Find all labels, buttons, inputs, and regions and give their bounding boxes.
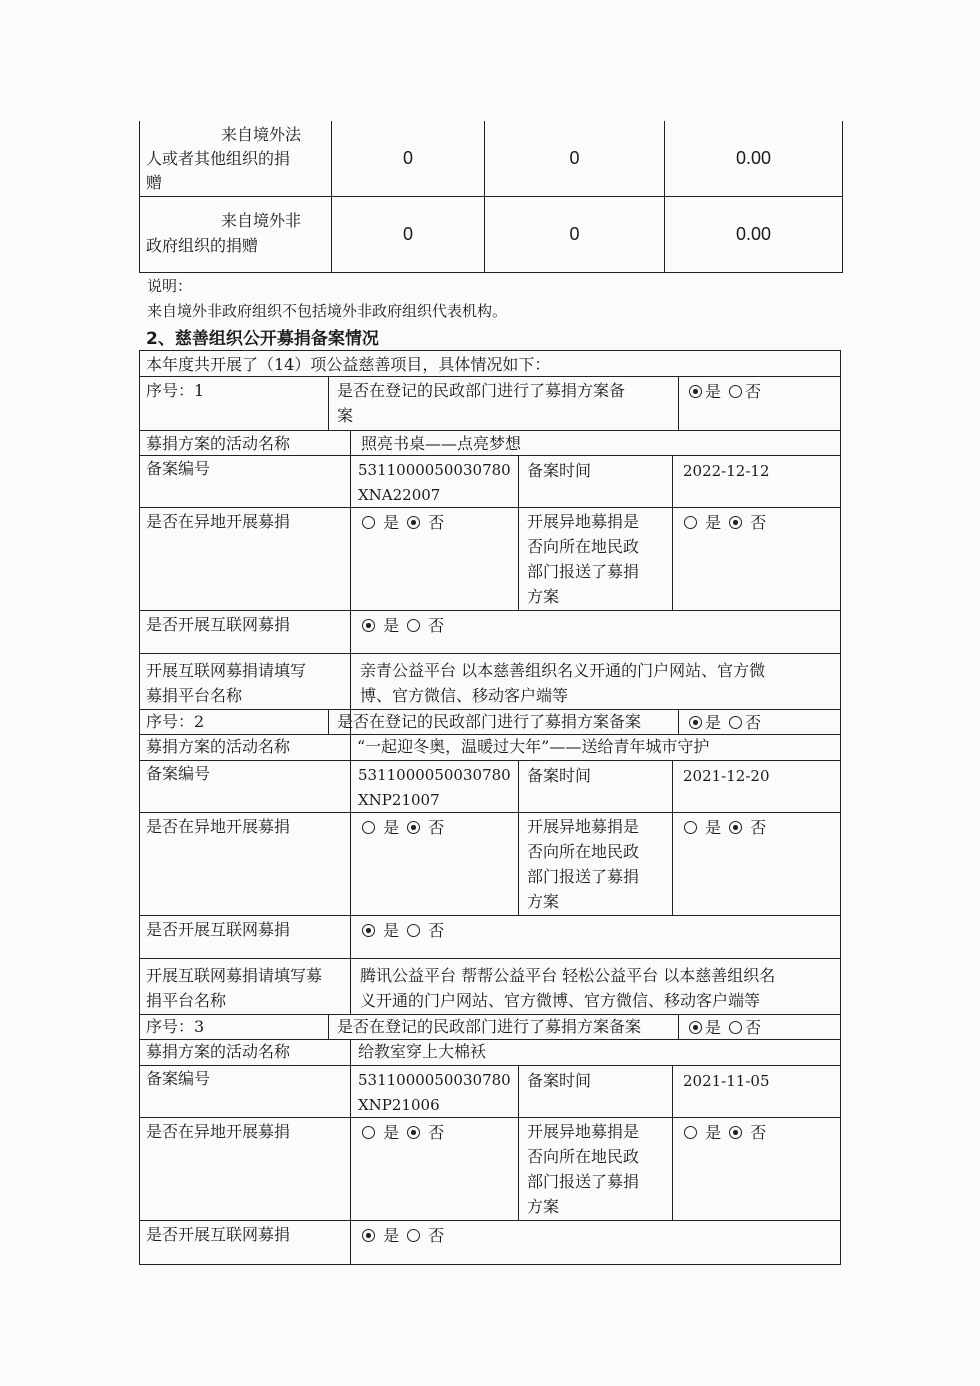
radio-selected-icon[interactable]: [729, 821, 742, 834]
radio-label: 是: [383, 1226, 400, 1245]
offsite-report-label: 否向所在地民政: [527, 1147, 640, 1166]
radio-selected-icon[interactable]: [689, 1021, 702, 1034]
radio-label: 是: [383, 818, 400, 837]
internet-radio-group: [359, 1223, 444, 1248]
offsite-report-label: 开展异地募捐是: [527, 1122, 640, 1141]
platform-label: 捐平台名称: [146, 991, 227, 1010]
radio-selected-icon[interactable]: [407, 821, 420, 834]
radio-unselected-icon[interactable]: [729, 385, 742, 398]
cell-value: 0.00: [735, 224, 772, 244]
radio-selected-icon[interactable]: [729, 1126, 742, 1139]
platform-value: 腾讯公益平台 帮帮公益平台 轻松公益平台 以本慈善组织名: [360, 966, 776, 985]
offsite-report-label: 部门报送了募捐: [527, 562, 640, 581]
offsite-report-label: 否向所在地民政: [527, 842, 640, 861]
radio-label: 否: [428, 513, 445, 532]
offsite-label: 是否在异地开展募捐: [146, 817, 291, 836]
radio-label: 否: [428, 921, 445, 940]
cell-value: 0: [569, 148, 580, 168]
record-time: 2022-12-12: [683, 462, 770, 480]
record-no: XNA22007: [358, 486, 441, 504]
radio-selected-icon[interactable]: [689, 716, 702, 729]
radio-label: 否: [745, 1018, 762, 1037]
offsite-report-label: 开展异地募捐是: [527, 512, 640, 531]
radio-label: 是: [705, 382, 722, 401]
offsite-report-label: 方案: [527, 1197, 560, 1216]
offsite-report-label: 方案: [527, 587, 560, 606]
offsite-report-label: 否向所在地民政: [527, 537, 640, 556]
radio-selected-icon[interactable]: [407, 516, 420, 529]
internet-label: 是否开展互联网募捐: [146, 1225, 291, 1244]
offsite-report-label: 部门报送了募捐: [527, 1172, 640, 1191]
offsite-report-label: 方案: [527, 892, 560, 911]
cell-value: 0: [402, 224, 413, 244]
cell-value: 0: [569, 224, 580, 244]
filed-question: 案: [337, 406, 354, 425]
note-text: 来自境外非政府组织不包括境外非政府组织代表机构。: [147, 302, 508, 320]
record-time-label: 备案时间: [527, 461, 592, 480]
cell-value: 0: [402, 148, 413, 168]
offsite-label: 是否在异地开展募捐: [146, 512, 291, 531]
filed-question: 是否在登记的民政部门进行了募捐方案备: [337, 381, 626, 400]
record-no: 5311000050030780: [358, 1071, 511, 1089]
radio-label: 否: [428, 818, 445, 837]
cell-value: 0.00: [735, 148, 772, 168]
offsite-radio-group: [359, 510, 444, 535]
radio-unselected-icon[interactable]: [362, 1126, 375, 1139]
radio-label: 是: [383, 1123, 400, 1142]
activity-name: 照亮书桌——点亮梦想: [361, 434, 522, 453]
radio-label: 是: [383, 513, 400, 532]
activity-label: 募捐方案的活动名称: [146, 1042, 291, 1061]
offsite-report-radio-group: [681, 1120, 766, 1145]
filed-radio-group: [686, 1015, 761, 1040]
record-time: 2021-12-20: [683, 767, 770, 785]
radio-label: 否: [428, 1226, 445, 1245]
record-time-label: 备案时间: [527, 1071, 592, 1090]
radio-selected-icon[interactable]: [362, 924, 375, 937]
radio-unselected-icon[interactable]: [407, 1229, 420, 1242]
radio-label: 是: [383, 616, 400, 635]
radio-unselected-icon[interactable]: [729, 1021, 742, 1034]
offsite-report-label: 开展异地募捐是: [527, 817, 640, 836]
record-no-label: 备案编号: [146, 764, 211, 783]
radio-label: 是: [705, 713, 722, 732]
radio-unselected-icon[interactable]: [684, 1126, 697, 1139]
radio-unselected-icon[interactable]: [407, 619, 420, 632]
seq-label: 序号：1: [146, 381, 205, 400]
radio-label: 否: [428, 616, 445, 635]
record-no: 5311000050030780: [358, 766, 511, 784]
record-no: 5311000050030780: [358, 461, 511, 479]
row-label-line: 来自境外法: [221, 125, 302, 144]
offsite-radio-group: [359, 815, 444, 840]
section-title: 2、慈善组织公开募捐备案情况: [146, 329, 379, 349]
radio-unselected-icon[interactable]: [362, 821, 375, 834]
internet-label: 是否开展互联网募捐: [146, 615, 291, 634]
platform-value: 义开通的门户网站、官方微博、官方微信、移动客户端等: [360, 991, 761, 1010]
radio-label: 是: [383, 921, 400, 940]
platform-label: 开展互联网募捐请填写募: [146, 966, 323, 985]
platform-label: 开展互联网募捐请填写: [146, 661, 307, 680]
platform-value: 博、官方微信、移动客户端等: [360, 686, 569, 705]
seq-label: 序号：2: [146, 712, 205, 731]
record-time-label: 备案时间: [527, 766, 592, 785]
radio-label: 否: [745, 713, 762, 732]
note-title: 说明：: [147, 277, 193, 295]
activity-label: 募捐方案的活动名称: [146, 737, 291, 756]
radio-selected-icon[interactable]: [407, 1126, 420, 1139]
platform-label: 募捐平台名称: [146, 686, 243, 705]
radio-unselected-icon[interactable]: [684, 821, 697, 834]
radio-selected-icon[interactable]: [689, 385, 702, 398]
radio-unselected-icon[interactable]: [362, 516, 375, 529]
radio-label: 否: [750, 818, 767, 837]
record-no-label: 备案编号: [146, 1069, 211, 1088]
radio-selected-icon[interactable]: [729, 516, 742, 529]
filed-radio-group: [686, 379, 761, 404]
offsite-report-label: 部门报送了募捐: [527, 867, 640, 886]
record-no-label: 备案编号: [146, 459, 211, 478]
record-no: XNP21007: [358, 791, 440, 809]
row-label-line: 赠: [146, 173, 163, 192]
radio-label: 是: [705, 1123, 722, 1142]
platform-value: 亲青公益平台 以本慈善组织名义开通的门户网站、官方微: [360, 661, 766, 680]
row-label-line: 人或者其他组织的捐: [146, 149, 291, 168]
internet-radio-group: [359, 613, 444, 638]
radio-label: 否: [750, 1123, 767, 1142]
radio-label: 是: [705, 513, 722, 532]
record-no: XNP21006: [358, 1096, 440, 1114]
filed-question: 是否在登记的民政部门进行了募捐方案备案: [337, 712, 642, 731]
radio-selected-icon[interactable]: [362, 1229, 375, 1242]
offsite-report-radio-group: [681, 815, 766, 840]
radio-label: 否: [750, 513, 767, 532]
internet-label: 是否开展互联网募捐: [146, 920, 291, 939]
radio-label: 是: [705, 1018, 722, 1037]
radio-label: 否: [745, 382, 762, 401]
activity-name: “一起迎冬奥，温暖过大年”——送给青年城市守护: [357, 737, 710, 756]
activity-label: 募捐方案的活动名称: [146, 434, 291, 453]
radio-selected-icon[interactable]: [362, 619, 375, 632]
radio-unselected-icon[interactable]: [729, 716, 742, 729]
filed-question: 是否在登记的民政部门进行了募捐方案备案: [337, 1017, 642, 1036]
radio-label: 否: [428, 1123, 445, 1142]
summary-text: 本年度共开展了（14）项公益慈善项目，具体情况如下：: [146, 355, 551, 374]
offsite-label: 是否在异地开展募捐: [146, 1122, 291, 1141]
row-label-line: 政府组织的捐赠: [146, 236, 259, 255]
internet-radio-group: [359, 918, 444, 943]
radio-unselected-icon[interactable]: [684, 516, 697, 529]
radio-label: 是: [705, 818, 722, 837]
row-label-line: 来自境外非: [221, 211, 302, 230]
radio-unselected-icon[interactable]: [407, 924, 420, 937]
filed-radio-group: [686, 710, 761, 735]
record-time: 2021-11-05: [683, 1072, 770, 1090]
seq-label: 序号：3: [146, 1017, 205, 1036]
offsite-radio-group: [359, 1120, 444, 1145]
offsite-report-radio-group: [681, 510, 766, 535]
activity-name: 给教室穿上大棉袄: [358, 1042, 487, 1061]
